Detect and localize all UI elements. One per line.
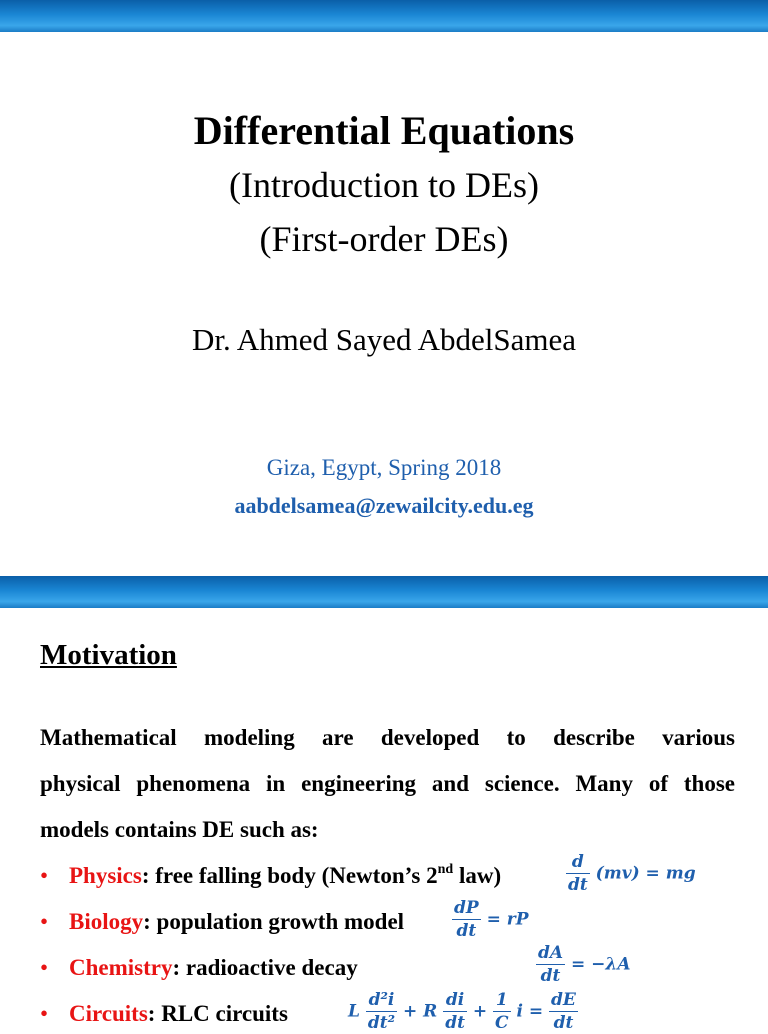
denominator: dt² bbox=[367, 1013, 396, 1033]
bullet-dot: • bbox=[40, 955, 49, 980]
numerator: 1 bbox=[493, 989, 511, 1012]
bullet-chemistry bbox=[40, 955, 358, 981]
author-name: Dr. Ahmed Sayed AbdelSamea bbox=[192, 322, 576, 357]
slide2-banner-bar bbox=[0, 576, 768, 608]
fraction bbox=[443, 989, 467, 1034]
bullet-label: Biology bbox=[69, 909, 144, 934]
equation-term: + bbox=[472, 1001, 488, 1022]
bullet-text-after: law) bbox=[453, 863, 502, 888]
fraction bbox=[549, 989, 578, 1034]
bullet-physics bbox=[40, 863, 501, 889]
equation-term: + R bbox=[402, 1001, 438, 1022]
equation-term: i = bbox=[516, 1001, 544, 1022]
numerator: dP bbox=[454, 898, 479, 918]
slide-title: Differential Equations bbox=[193, 108, 575, 153]
bullet-circuits bbox=[40, 1001, 288, 1027]
equation-rhs: = rP bbox=[486, 909, 529, 930]
location-date: Giza, Egypt, Spring 2018 bbox=[266, 455, 502, 480]
equation-term: L bbox=[348, 1001, 360, 1022]
fraction bbox=[493, 989, 511, 1034]
bullet-dot: • bbox=[40, 1001, 49, 1026]
equation-chemistry bbox=[536, 942, 631, 987]
slide-subtitle-intro: (Introduction to DEs) bbox=[229, 165, 539, 205]
bullet-text: : free falling body (Newton’s 2 bbox=[141, 863, 438, 888]
top-banner-bar bbox=[0, 0, 768, 32]
paragraph-line-3: models contains DE such as: bbox=[40, 817, 319, 842]
equation-rhs: = −λA bbox=[571, 954, 631, 975]
equation-rhs: (mv) = mg bbox=[595, 863, 696, 884]
bullet-label: Circuits bbox=[69, 1001, 148, 1026]
section-heading: Motivation bbox=[40, 639, 177, 671]
bullet-label: Physics bbox=[69, 863, 142, 888]
denominator: C bbox=[495, 1013, 509, 1033]
bullet-biology bbox=[40, 909, 404, 935]
fraction bbox=[566, 851, 590, 896]
fraction bbox=[536, 942, 565, 987]
denominator: dt bbox=[445, 1013, 465, 1033]
denominator: dt bbox=[456, 921, 477, 941]
bullet-text: : population growth model bbox=[143, 909, 405, 934]
bullet-dot: • bbox=[40, 909, 49, 934]
paragraph-line-2: physical phenomena in engineering and science. Many of those bbox=[40, 771, 735, 796]
equation-physics bbox=[566, 851, 696, 896]
equation-biology bbox=[452, 897, 529, 942]
superscript: nd bbox=[437, 862, 454, 877]
denominator: dt bbox=[568, 875, 588, 895]
numerator: dA bbox=[538, 943, 564, 963]
fraction bbox=[452, 897, 481, 942]
denominator: dt bbox=[540, 966, 561, 986]
numerator: d bbox=[566, 851, 590, 874]
numerator: dE bbox=[551, 990, 576, 1010]
equation-circuits bbox=[348, 989, 578, 1034]
bullet-text: : RLC circuits bbox=[147, 1001, 288, 1026]
fraction bbox=[366, 989, 397, 1034]
bullet-label: Chemistry bbox=[69, 955, 173, 980]
numerator: d²i bbox=[366, 989, 397, 1012]
author-email: aabdelsamea@zewailcity.edu.eg bbox=[234, 493, 534, 518]
bullet-text: : radioactive decay bbox=[172, 955, 358, 980]
numerator: di bbox=[443, 989, 467, 1012]
denominator: dt bbox=[553, 1013, 574, 1033]
bullet-dot: • bbox=[40, 863, 49, 888]
slide-subtitle-first-order: (First-order DEs) bbox=[259, 219, 509, 259]
paragraph-line-1: Mathematical modeling are developed to describe various bbox=[40, 725, 735, 750]
